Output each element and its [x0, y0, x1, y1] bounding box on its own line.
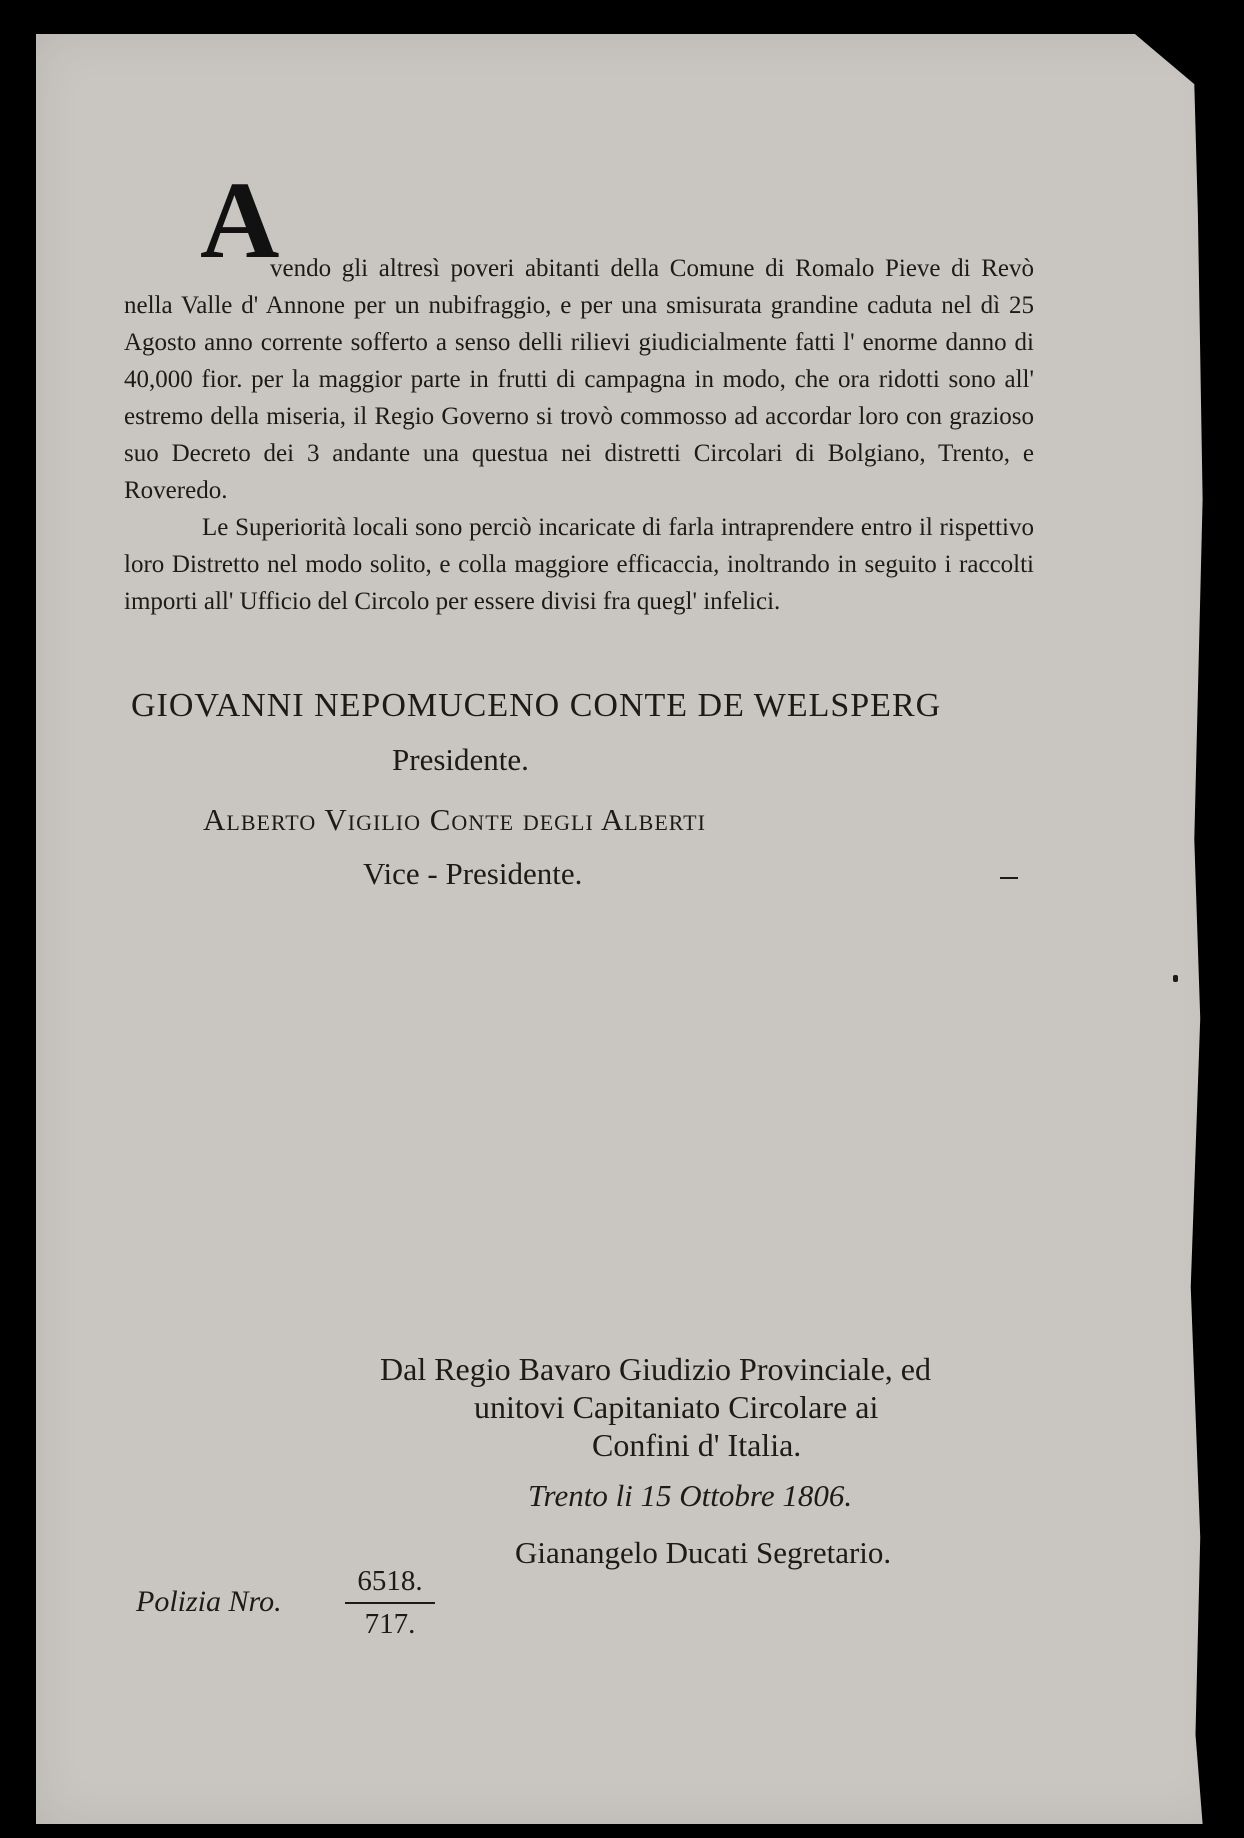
- drop-cap: A: [200, 159, 280, 281]
- signatory-2-name: Alberto Vigilio Conte degli Alberti: [203, 802, 706, 837]
- issuer-line-1: Dal Regio Bavaro Giudizio Provinciale, ed: [380, 1351, 931, 1387]
- issuer-line-2: unitovi Capitaniato Circolare ai: [474, 1389, 879, 1425]
- ink-mark-dot: [1173, 975, 1178, 982]
- issuer-line-3: Confini d' Italia.: [592, 1427, 802, 1463]
- signatory-1-role: Presidente.: [392, 742, 529, 777]
- decree-body: [124, 250, 1034, 620]
- police-label: Polizia Nro.: [136, 1585, 282, 1618]
- signatory-1-name: GIOVANNI NEPOMUCENO CONTE DE WELSPERG: [131, 687, 942, 724]
- police-sub-number: 717.: [364, 1608, 416, 1640]
- date-line: Trento li 15 Ottobre 1806.: [528, 1478, 853, 1513]
- ink-mark-dash: [1000, 877, 1018, 879]
- issuer-block: [380, 1350, 1060, 1464]
- signatory-2-role: Vice - Presidente.: [363, 856, 583, 891]
- secretary-line: Gianangelo Ducati Segretario.: [515, 1535, 892, 1570]
- paragraph-1: vendo gli altresì poveri abitanti della Comune di Romalo Pieve di Revò nella Valle d' Annone per un nubifraggio, e per una smisurata grandine caduta nel dì 25 Agosto anno corrente sofferto a senso delli rilievi giudicialmente fatti l' enorme danno di 40,000 fior. per la maggior parte in frutti di campagna in modo, che ora ridotti sono all' estremo della miseria, il Regio Governo si trovò commosso ad accordar loro con grazioso suo Decreto dei 3 andante una questua nei distretti Circolari di Bolgiano, Trento, e Roveredo.: [124, 255, 1034, 504]
- paragraph-2: Le Superiorità locali sono perciò incaricate di farla intraprendere entro il rispettivo loro Distretto nel modo solito, e colla maggiore efficaccia, inoltrando in seguito i raccolti importi all' Ufficio del Circolo per essere divisi fra quegl' infelici.: [124, 514, 1034, 615]
- police-number-fraction: [345, 1565, 435, 1641]
- police-number: 6518.: [345, 1565, 435, 1604]
